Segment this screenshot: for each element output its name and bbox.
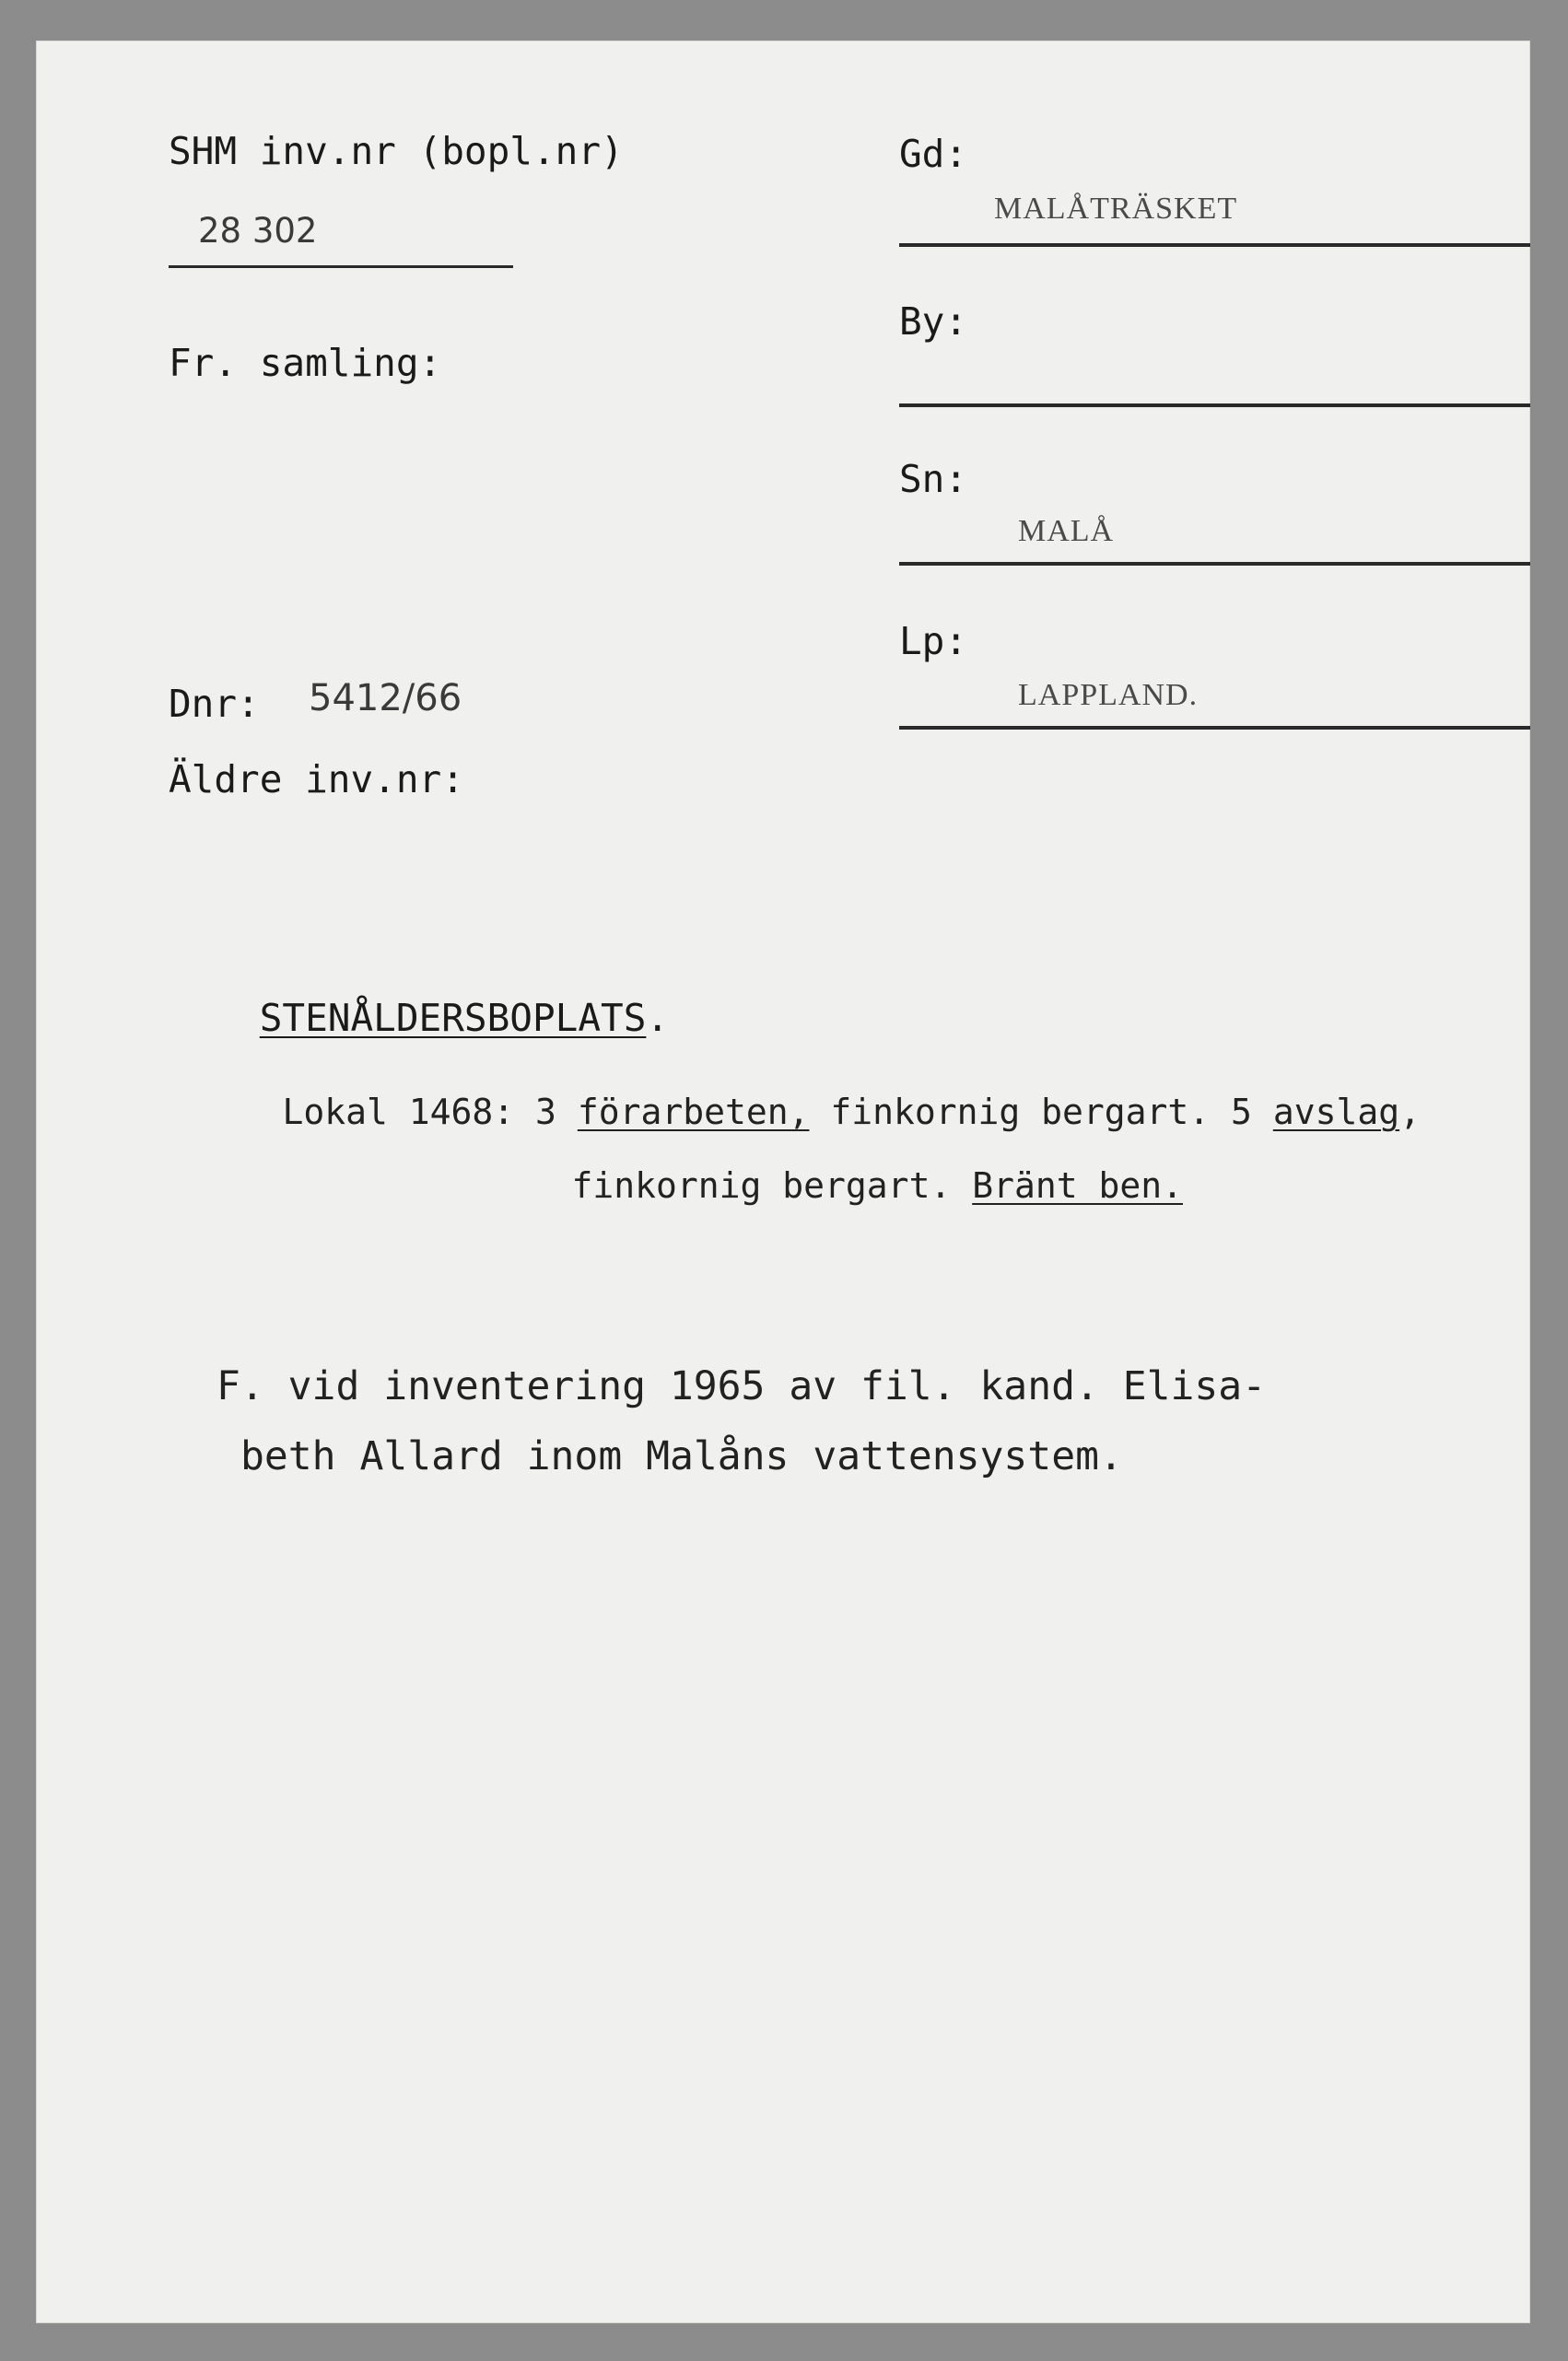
by-label: By: xyxy=(899,299,968,344)
gd-label: Gd: xyxy=(899,132,968,176)
dnr-value: 5412/66 xyxy=(309,677,462,719)
lokal-line-2 xyxy=(487,1133,1183,1238)
lokal-underlined-1: förarbeten, xyxy=(577,1092,810,1132)
sn-rule xyxy=(899,562,1530,566)
catalog-card xyxy=(36,41,1530,2323)
lokal-end: , xyxy=(1399,1092,1421,1132)
finding-line-1: F. vid inventering 1965 av fil. kand. Elisa- xyxy=(216,1363,1267,1409)
lokal-middle: finkornig bergart. 5 xyxy=(809,1092,1273,1132)
fr-samling-label: Fr. samling: xyxy=(169,341,442,385)
sn-label: Sn: xyxy=(899,457,968,501)
site-type-heading xyxy=(169,962,669,1075)
finding-line-2: beth Allard inom Malåns vattensystem. xyxy=(240,1433,1123,1479)
lp-rule xyxy=(899,726,1530,730)
lokal-prefix: Lokal 1468: 3 xyxy=(282,1092,578,1132)
lokal-underlined-2: avslag xyxy=(1272,1092,1400,1132)
lp-label: Lp: xyxy=(899,619,968,663)
site-type-heading-text: STENÅLDERSBOPLATS xyxy=(259,996,647,1040)
line2-prefix: finkornig bergart. xyxy=(571,1165,973,1206)
sn-value: MALÅ xyxy=(1018,514,1115,548)
gd-value: MALÅTRÄSKET xyxy=(994,192,1238,226)
inv-nr-underline xyxy=(169,265,513,268)
by-rule xyxy=(899,403,1530,407)
lp-value: LAPPLAND. xyxy=(1018,678,1199,712)
aldre-inv-nr-label: Äldre inv.nr: xyxy=(169,757,464,801)
inv-nr-value: 28 302 xyxy=(198,211,318,251)
inv-nr-label: SHM inv.nr (bopl.nr) xyxy=(169,129,624,173)
site-type-heading-dot: . xyxy=(646,996,670,1040)
line2-underlined: Bränt ben. xyxy=(972,1165,1183,1206)
gd-rule xyxy=(899,243,1530,247)
dnr-label: Dnr: xyxy=(169,682,260,726)
